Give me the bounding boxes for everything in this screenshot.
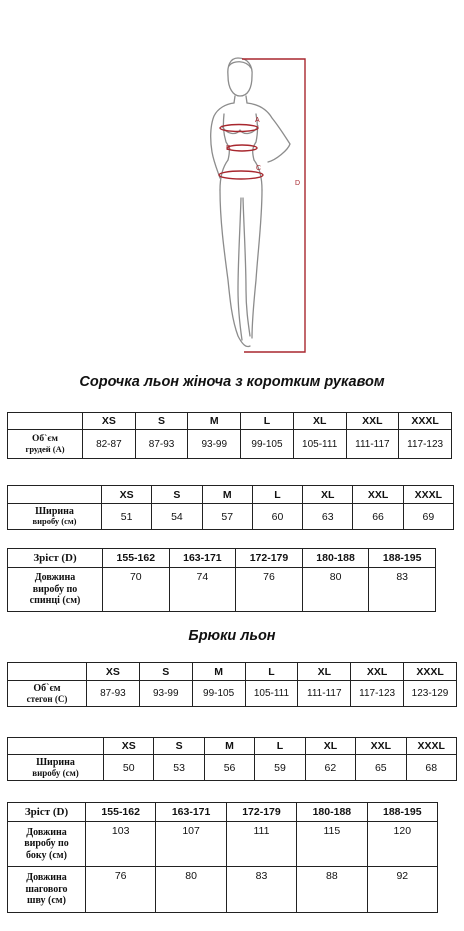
value-cell: 68 [406, 755, 456, 781]
size-header: M [188, 413, 241, 430]
size-header: XS [83, 413, 136, 430]
size-header: M [192, 663, 245, 681]
shirt-length-table [7, 548, 436, 612]
size-header: XL [293, 413, 346, 430]
size-header: L [255, 738, 305, 755]
row-label-width: Ширина виробу (см) [8, 504, 102, 530]
label-c: C [256, 165, 262, 172]
height-header: 155-162 [86, 803, 156, 822]
row-label-hips: Об`єм стегон (C) [8, 681, 87, 707]
height-header: 155-162 [103, 549, 170, 568]
value-cell: 76 [86, 867, 156, 913]
value-cell: 69 [403, 504, 453, 530]
value-cell: 56 [204, 755, 254, 781]
value-cell: 59 [255, 755, 305, 781]
value-cell: 87-93 [87, 681, 140, 707]
size-header: XXXL [404, 663, 457, 681]
value-cell: 82-87 [83, 430, 136, 459]
size-header: XL [303, 486, 353, 504]
woman-silhouette [211, 58, 290, 347]
value-cell: 50 [104, 755, 154, 781]
size-header: XXXL [399, 413, 452, 430]
size-header: XS [87, 663, 140, 681]
size-header: XS [104, 738, 154, 755]
size-header: XXXL [403, 486, 453, 504]
size-header: S [135, 413, 188, 430]
size-header: L [241, 413, 294, 430]
size-header: XS [102, 486, 152, 504]
value-cell: 120 [367, 822, 437, 867]
shirt-title: Сорочка льон жіноча з коротким рукавом [79, 374, 385, 390]
value-cell: 99-105 [241, 430, 294, 459]
size-header: S [154, 738, 204, 755]
height-header: 163-171 [169, 549, 236, 568]
size-header: XXL [346, 413, 399, 430]
header-cell-empty [8, 486, 102, 504]
value-cell: 99-105 [192, 681, 245, 707]
value-cell: 60 [252, 504, 302, 530]
value-cell: 115 [297, 822, 367, 867]
value-cell: 83 [226, 867, 296, 913]
height-header: 163-171 [156, 803, 226, 822]
size-header: XL [298, 663, 351, 681]
value-cell: 70 [103, 568, 170, 612]
header-cell-empty [8, 413, 83, 430]
height-header: 180-188 [297, 803, 367, 822]
value-cell: 88 [297, 867, 367, 913]
size-header: XXL [356, 738, 406, 755]
height-header: 172-179 [236, 549, 303, 568]
value-cell: 105-111 [293, 430, 346, 459]
label-b: B [226, 145, 231, 152]
size-header: XXL [351, 663, 404, 681]
value-cell: 93-99 [188, 430, 241, 459]
value-cell: 111 [226, 822, 296, 867]
value-cell: 51 [102, 504, 152, 530]
size-header: XL [305, 738, 355, 755]
height-header: 188-195 [369, 549, 436, 568]
value-cell: 117-123 [351, 681, 404, 707]
pants-length-table [7, 802, 438, 913]
height-header-label: Зріст (D) [8, 549, 103, 568]
height-header: 172-179 [226, 803, 296, 822]
size-header: M [202, 486, 252, 504]
value-cell: 57 [202, 504, 252, 530]
value-cell: 62 [305, 755, 355, 781]
value-cell: 76 [236, 568, 303, 612]
value-cell: 123-129 [404, 681, 457, 707]
value-cell: 92 [367, 867, 437, 913]
value-cell: 54 [152, 504, 202, 530]
value-cell: 74 [169, 568, 236, 612]
header-cell-empty [8, 738, 104, 755]
value-cell: 80 [302, 568, 369, 612]
size-header: XXXL [406, 738, 456, 755]
size-header: S [139, 663, 192, 681]
value-cell: 53 [154, 755, 204, 781]
shirt-width-table [7, 485, 454, 530]
size-header: L [252, 486, 302, 504]
value-cell: 87-93 [135, 430, 188, 459]
header-cell-empty [8, 663, 87, 681]
row-label-inseam-length: Довжина шагового шву (см) [8, 867, 86, 913]
body-measurement-figure [0, 0, 464, 365]
label-d: D [295, 180, 301, 187]
value-cell: 65 [356, 755, 406, 781]
pants-width-table [7, 737, 457, 781]
value-cell: 111-117 [346, 430, 399, 459]
value-cell: 117-123 [399, 430, 452, 459]
pants-title: Брюки льон [188, 628, 276, 644]
size-header: L [245, 663, 298, 681]
value-cell: 66 [353, 504, 403, 530]
pants-hips-table [7, 662, 457, 707]
row-label-side-length: Довжина виробу по боку (см) [8, 822, 86, 867]
size-header: S [152, 486, 202, 504]
value-cell: 93-99 [139, 681, 192, 707]
value-cell: 107 [156, 822, 226, 867]
value-cell: 103 [86, 822, 156, 867]
value-cell: 80 [156, 867, 226, 913]
height-header: 180-188 [302, 549, 369, 568]
size-header: M [204, 738, 254, 755]
value-cell: 83 [369, 568, 436, 612]
label-a: A [255, 117, 260, 124]
row-label-width: Ширина виробу (см) [8, 755, 104, 781]
height-header-label: Зріст (D) [8, 803, 86, 822]
shirt-chest-table [7, 412, 452, 459]
row-label-chest: Об`єм грудей (A) [8, 430, 83, 459]
height-header: 188-195 [367, 803, 437, 822]
value-cell: 111-117 [298, 681, 351, 707]
row-label-back-length: Довжина виробу по спинці (см) [8, 568, 103, 612]
size-header: XXL [353, 486, 403, 504]
value-cell: 63 [303, 504, 353, 530]
value-cell: 105-111 [245, 681, 298, 707]
